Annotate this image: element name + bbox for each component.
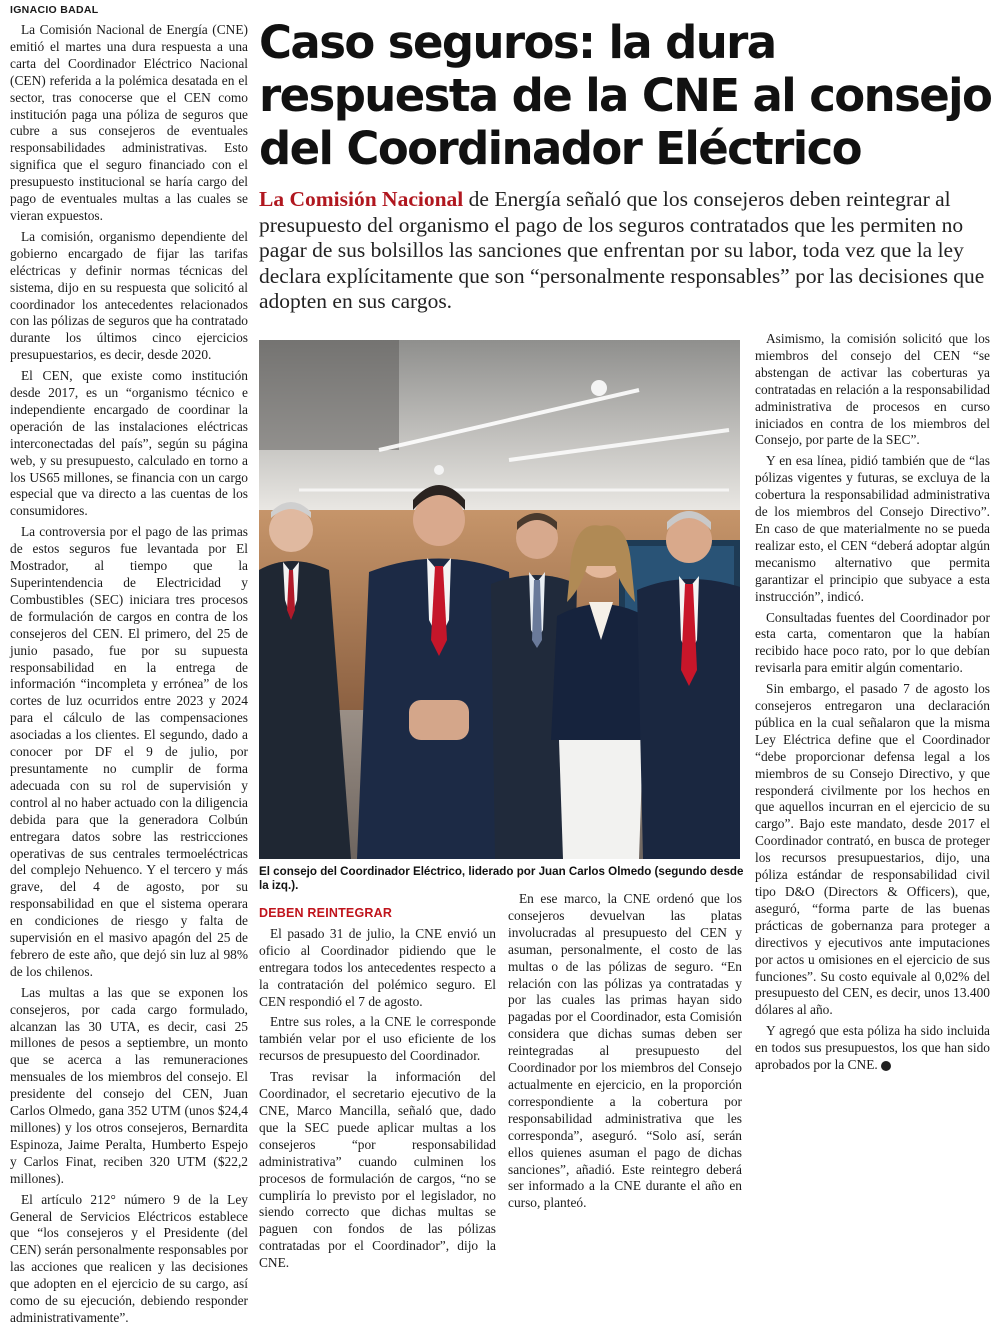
deck-lead: La Comisión Nacional [259,187,464,211]
body-paragraph: El artículo 212° número 9 de la Ley General de Servicios Eléctricos establece que “los consejeros y el Presidente (del CEN) serán personalmente responsables por las acciones que realicen y las decisiones que adopten en el ejercicio de su cargo, así como de su ejecución, debiendo responder administrativamente”. [10,1191,248,1325]
body-paragraph: El pasado 31 de julio, la CNE envió un oficio al Coordinador pidiendo que le entregara todos los antecedentes respecto a la contratación del polémico seguro. El CEN respondió el 7 de agosto. [259,925,496,1009]
body-paragraph: En ese marco, la CNE ordenó que los consejeros devuelvan las platas involucradas al presupuesto del CEN y asuman, personalmente, el costo de las multas o de las pólizas de seguro. “En relación con las pólizas ya contratadas y por las cuales las primas hayan sido pagadas por el Coordinador, esta Comisión considera que dichas sumas deben ser reintegradas al presupuesto del Coordinador por los miembros del Consejo actualmente en ejercicio, en la proporción correspondiente a la cobertura por responsabilidad administrativa que les corresponda”, aseguró. “Solo así, serán ellos quienes asuman el pago de dichas sanciones”, añadió. Este reintegro deberá ser informado a la CNE durante el año en curso, planteó. [508,891,742,1211]
board-photo [259,340,740,859]
body-paragraph: Entre sus roles, a la CNE le corresponde también velar por el uso eficiente de los recursos de presupuesto del Coordinador. [259,1014,496,1064]
body-paragraph: La comisión, organismo dependiente del gobierno encargado de fijar las tarifas eléctricas y definir normas técnicas del sistema, dijo en su respuesta que solicitó al coordinador los antecedentes relacionados con las pólizas de seguros que ha contratado durante los últimos cinco ejercicios presupuestarios, es decir, desde 2020. [10,228,248,363]
body-column-3 [508,891,742,1216]
end-mark-icon: ● [881,1061,891,1071]
body-paragraph: Sin embargo, el pasado 7 de agosto los consejeros entregaron una declaración pública en la cual señalaron que la misma Ley Eléctrica define que el Coordinador “debe proporcionar defensa legal a los miembros de su Consejo Directivo, y que responderá civilmente por los hechos en que aquellos incurran en el ejercicio de su cargo”. Bajo este mandato, desde 2017 el Coordinador contrató, en busca de proteger los recursos presupuestarios, dijo, una póliza estándar de responsabilidad civil tipo D&O (Directors & Officers), que, aseguró, “forma parte de las buenas prácticas de gobernanza para proteger a directivos y ejecutivos ante imputaciones por actos u omisiones en el ejercicio de sus funciones”. Su costo equivale al 0,02% del presupuesto del CEN, es decir, unos 13.400 dólares al año. [755,681,990,1018]
body-column-1 [10,22,248,1331]
body-paragraph: Las multas a las que se exponen los consejeros, por cada cargo formulado, alcanzan las 30 UTA, es decir, casi 25 millones de pesos a septiembre, un monto que se acerca a las remuneraciones mensuales de los miembros del consejo. El presidente del consejo del CEN, Juan Carlos Olmedo, gana 352 UTM (unos $24,4 millones) y los otros consejeros, Bernardita Espinoza, Jaime Peralta, Humberto Espejo y Carlos Finat, reciben 320 UTM ($22,2 millones). [10,984,248,1186]
final-text: Y agregó que esta póliza ha sido incluida en todos sus presupuestos, los que han sido aprobados por la CNE. [755,1023,990,1073]
body-paragraph: La controversia por el pago de las primas de estos seguros fue levantada por El Mostrador, al tiempo que la Superintendencia de Electricidad y Combustibles (SEC) iniciara tres procesos de formulación de cargos en contra de los consejeros del CEN. El primero, del 25 de junio pasado, fue por su supuesta responsabilidad en la entrega de información “incompleta y errónea” de los cortes de luz ocurridos entre 2023 y 2024 para el cálculo de las compensaciones asociadas a los clientes. El segundo, dado a conocer por DF el 9 de julio, por presuntamente no cumplir de forma adecuada con su rol de supervisión y control al no haber actuado con la diligencia debida para que la generadora Colbún entregara datos sobre las restricciones operativas de sus centrales termoeléctricas del complejo Nehuenco. Y el tercero y más grave, del 4 de agosto, por su responsabilidad en que el sistema operara en condiciones de riesgo y falta de supervisión en el masivo apagón del 25 de febrero de este año, que dejó sin luz al 98% de los chilenos. [10,524,248,979]
deck [259,187,994,315]
body-column-2 [259,905,496,1276]
body-paragraph: Y en esa línea, pidió también que de “las pólizas vigentes y futuras, se excluya de la cobertura la responsabilidad administrativa de los miembros del Consejo Directivo”. En caso de que materialmente no se pueda realizar esto, el CEN “deberá adoptar algún mecanismo alternativo que permita garantizar el principio que subyace a esta instrucción”, indicó. [755,453,990,604]
headline: Caso seguros: la dura respuesta de la CNE al consejo del Coordinador Eléctrico [259,16,992,175]
body-paragraph: Asimismo, la comisión solicitó que los miembros del consejo del CEN “se abstengan de activar las coberturas ya contratadas en relación a la responsabilidad administrativa de procesos en curso iniciados en contra de los miembros del Consejo, por parte de la SEC”. [755,331,990,448]
body-paragraph-final [755,1023,990,1074]
body-paragraph: Tras revisar la información del Coordinador, el secretario ejecutivo de la CNE, Marco Mancilla, señaló que, dado que la SEC puede aplicar multas a los consejeros “por responsabilidad administrativa” cuando culminen los procesos de formulación de cargos, “no se cumpliría lo previsto por el legislador, no siendo correcto que dichas multas se paguen con fondos de las pólizas contratadas por el Coordinador”, dijo la CNE. [259,1069,496,1271]
body-paragraph: La Comisión Nacional de Energía (CNE) emitió el martes una dura respuesta a una carta del Coordinador Eléctrico Nacional (CEN) referida a la polémica desatada en el sector, tras conocerse que el CEN como institución paga una póliza de seguros que cubre a sus consejeros de eventuales responsabilidades administrativas. Esto significa que el seguro financiado con el presupuesto institucional se haría cargo del pago de eventuales multas a las cuales se vieran expuestos. [10,22,248,223]
subhead: DEBEN REINTEGRAR [259,906,393,920]
body-paragraph: Consultadas fuentes del Coordinador por esta carta, comentaron que la habían recibido hace poco rato, por lo que debían revisarla para emitir algún comentario. [755,609,990,676]
body-column-4 [755,331,990,1078]
body-paragraph: El CEN, que existe como institución desde 2017, es un “organismo técnico e independiente encargado de coordinar la operación de las instalaciones eléctricas interconectadas del país”, según su página web, y su presupuesto, calculado en torno a los US65 millones, se financia con un cargo especial que va directo a las cuentas de los consumidores. [10,368,248,519]
photo-caption: El consejo del Coordinador Eléctrico, liderado por Juan Carlos Olmedo (segundo desde la izq.). [259,865,744,892]
deck-text: de Energía señaló que los consejeros deben reintegrar al presupuesto del organismo el pago de los seguros contratados que les permiten no pagar de sus bolsillos las sanciones que enfrentan por su labor, toda vez que la ley declara explícitamente que son “personalmente responsables” por las decisiones que adopten en sus cargos. [259,187,985,314]
board-photo-illustration [259,340,740,859]
byline: IGNACIO BADAL [10,4,99,16]
